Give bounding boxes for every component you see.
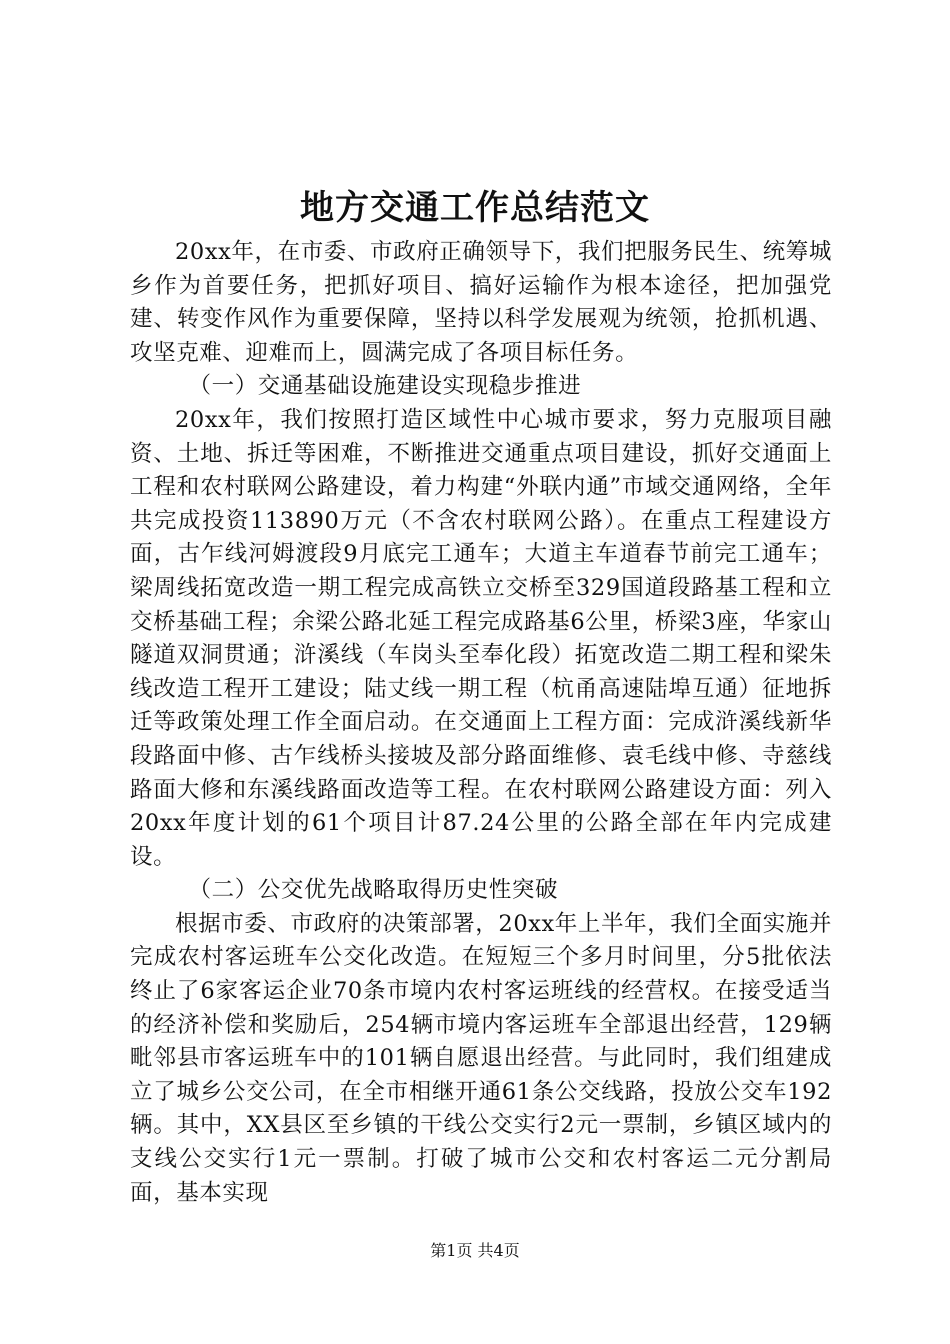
section-2-paragraph: 根据市委、市政府的决策部署，20xx年上半年，我们全面实施并完成农村客运班车公交化改造。在短短三个多月时间里，分5批依法终止了6家客运企业70条市境内农村客运班线的经营权。在接受适当的经济补偿和奖励后，254辆市境内客运班车全部退出经营，129辆毗邻县市客运班车中的101辆自愿退出经营。与此同时，我们组建成立了城乡公交公司，在全市相继开通61条公交线路，投放公交车192辆。其中，XX县区至乡镇的干线公交实行2元一票制，乡镇区域内的支线公交实行1元一票制。打破了城市公交和农村客运二元分割局面，基本实现 [130,910,833,1206]
intro-paragraph: 20xx年，在市委、市政府正确领导下，我们把服务民生、统筹城乡作为首要任务，把抓好项目、搞好运输作为根本途径，把加强党建、转变作风作为重要保障，坚持以科学发展观为统领，抢抓机遇、攻坚克难、迎难而上，圆满完成了各项目标任务。 [130,239,833,366]
page-number-footer: 第1页 共4页 [430,1241,520,1260]
document-title: 地方交通工作总结范文 [300,188,650,228]
section-heading-1: （一）交通基础设施建设实现稳步推进 [188,373,582,400]
section-heading-2: （二）公交优先战略取得历史性突破 [188,877,559,904]
section-1-paragraph: 20xx年，我们按照打造区域性中心城市要求，努力克服项目融资、土地、拆迁等困难，不断推进交通重点项目建设，抓好交通面上工程和农村联网公路建设，着力构建“外联内通”市域交通网络，全年共完成投资113890万元（不含农村联网公路）。在重点工程建设方面，古乍线河姆渡段9月底完工通车；大道主车道春节前完工通车；梁周线拓宽改造一期工程完成高铁立交桥至329国道段路基工程和立交桥基础工程；余梁公路北延工程完成路基6公里，桥梁3座，华家山隧道双洞贯通；浒溪线（车岗头至奉化段）拓宽改造二期工程和梁朱线改造工程开工建设；陆丈线一期工程（杭甬高速陆埠互通）征地拆迁等政策处理工作全面启动。在交通面上工程方面：完成浒溪线新华段路面中修、古乍线桥头接坡及部分路面维修、袁毛线中修、寺慈线路面大修和东溪线路面改造等工程。在农村联网公路建设方面：列入20xx年度计划的61个项目计87.24公里的公路全部在年内完成建设。 [130,406,832,870]
document-body [130,236,832,1210]
